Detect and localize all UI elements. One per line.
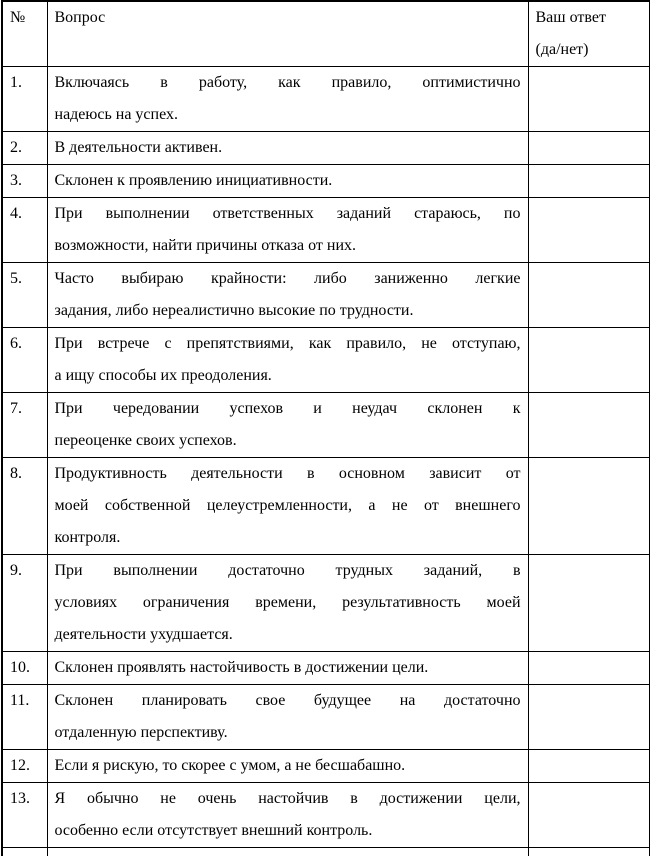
row-number-cell: 2. [2, 132, 47, 165]
question-line: особенно если отсутствует внешний контроль. [54, 822, 373, 839]
row-number-cell: 6. [2, 328, 47, 393]
row-number-cell: 3. [2, 165, 47, 198]
question-line: При чередовании успехов и неудач склонен к [54, 400, 521, 417]
row-number-cell: 8. [2, 458, 47, 555]
row-number-cell: 1. [2, 67, 47, 132]
question-cell [47, 165, 528, 198]
row-number-cell [2, 848, 47, 856]
row-number-cell: 11. [2, 685, 47, 750]
row-number-cell: 10. [2, 652, 47, 685]
question-cell [47, 555, 528, 652]
table-row [2, 783, 650, 848]
header-answer-line-2: (да/нет) [535, 41, 589, 58]
question-line: деятельности ухудшается. [54, 626, 233, 643]
question-line: переоценке своих успехов. [54, 432, 237, 449]
table-row [2, 685, 650, 750]
answer-cell[interactable] [528, 67, 650, 132]
table-row [2, 750, 650, 783]
question-line: При встрече с препятствиями, как правило, не отступаю, [54, 335, 521, 352]
answer-cell[interactable] [528, 555, 650, 652]
question-line: а ищу способы их преодоления. [54, 367, 272, 384]
question-cell [47, 67, 528, 132]
question-line: Если я рискую, то скорее с умом, а не бесшабашно. [54, 757, 406, 774]
header-row [2, 1, 650, 67]
answer-cell[interactable] [528, 458, 650, 555]
question-line: При выполнении достаточно трудных заданий, в [54, 562, 521, 579]
question-line: Часто выбираю крайности: либо заниженно легкие [54, 270, 521, 287]
question-cell [47, 848, 528, 856]
question-line: В деятельности активен. [54, 139, 223, 156]
question-line: моей собственной целеустремленности, а не от внешнего [54, 497, 521, 514]
table-row-partial [2, 848, 650, 856]
question-line: Склонен планировать свое будущее на достаточно [54, 692, 521, 709]
question-line: Продуктивность деятельности в основном зависит от [54, 465, 521, 482]
row-number-cell: 12. [2, 750, 47, 783]
answer-cell[interactable] [528, 263, 650, 328]
question-cell [47, 132, 528, 165]
question-cell [47, 263, 528, 328]
question-line: условиях ограничения времени, результативность моей [54, 594, 521, 611]
header-number-label: № [2, 1, 47, 67]
header-question-label: Вопрос [47, 1, 528, 67]
table-row [2, 458, 650, 555]
answer-cell[interactable] [528, 165, 650, 198]
table-row [2, 393, 650, 458]
table-row [2, 652, 650, 685]
table-row [2, 328, 650, 393]
row-number-cell: 5. [2, 263, 47, 328]
question-line: Включаясь в работу, как правило, оптимистично [54, 74, 521, 91]
table-row [2, 555, 650, 652]
header-answer-label [528, 1, 650, 67]
question-cell [47, 458, 528, 555]
answer-cell[interactable] [528, 328, 650, 393]
question-line: возможности, найти причины отказа от них. [54, 237, 357, 254]
question-line: контроля. [54, 529, 121, 546]
answer-cell[interactable] [528, 652, 650, 685]
question-line: При выполнении ответственных заданий стараюсь, по [54, 205, 521, 222]
answer-cell[interactable] [528, 783, 650, 848]
answer-cell[interactable] [528, 685, 650, 750]
question-cell [47, 685, 528, 750]
answer-cell[interactable] [528, 198, 650, 263]
table-row [2, 67, 650, 132]
question-line: задания, либо нереалистично высокие по трудности. [54, 302, 414, 319]
question-cell [47, 783, 528, 848]
answer-cell[interactable] [528, 393, 650, 458]
table-row [2, 198, 650, 263]
answer-cell[interactable] [528, 750, 650, 783]
table-row [2, 165, 650, 198]
question-line: отдаленную перспективу. [54, 724, 228, 741]
answer-cell[interactable] [528, 132, 650, 165]
table-row [2, 132, 650, 165]
question-cell [47, 328, 528, 393]
question-cell [47, 750, 528, 783]
question-line: Я обычно не очень настойчив в достижении цели, [54, 790, 521, 807]
question-cell [47, 198, 528, 263]
question-line: Склонен к проявлению инициативности. [54, 172, 333, 189]
answer-cell [528, 848, 650, 856]
question-cell [47, 652, 528, 685]
question-line: надеюсь на успех. [54, 106, 178, 123]
table-row [2, 263, 650, 328]
row-number-cell: 13. [2, 783, 47, 848]
header-answer-line-1: Ваш ответ [535, 9, 606, 26]
row-number-cell: 4. [2, 198, 47, 263]
questionnaire-table [1, 0, 650, 856]
question-line: Склонен проявлять настойчивость в достижении цели. [54, 659, 429, 676]
row-number-cell: 7. [2, 393, 47, 458]
row-number-cell: 9. [2, 555, 47, 652]
question-cell [47, 393, 528, 458]
